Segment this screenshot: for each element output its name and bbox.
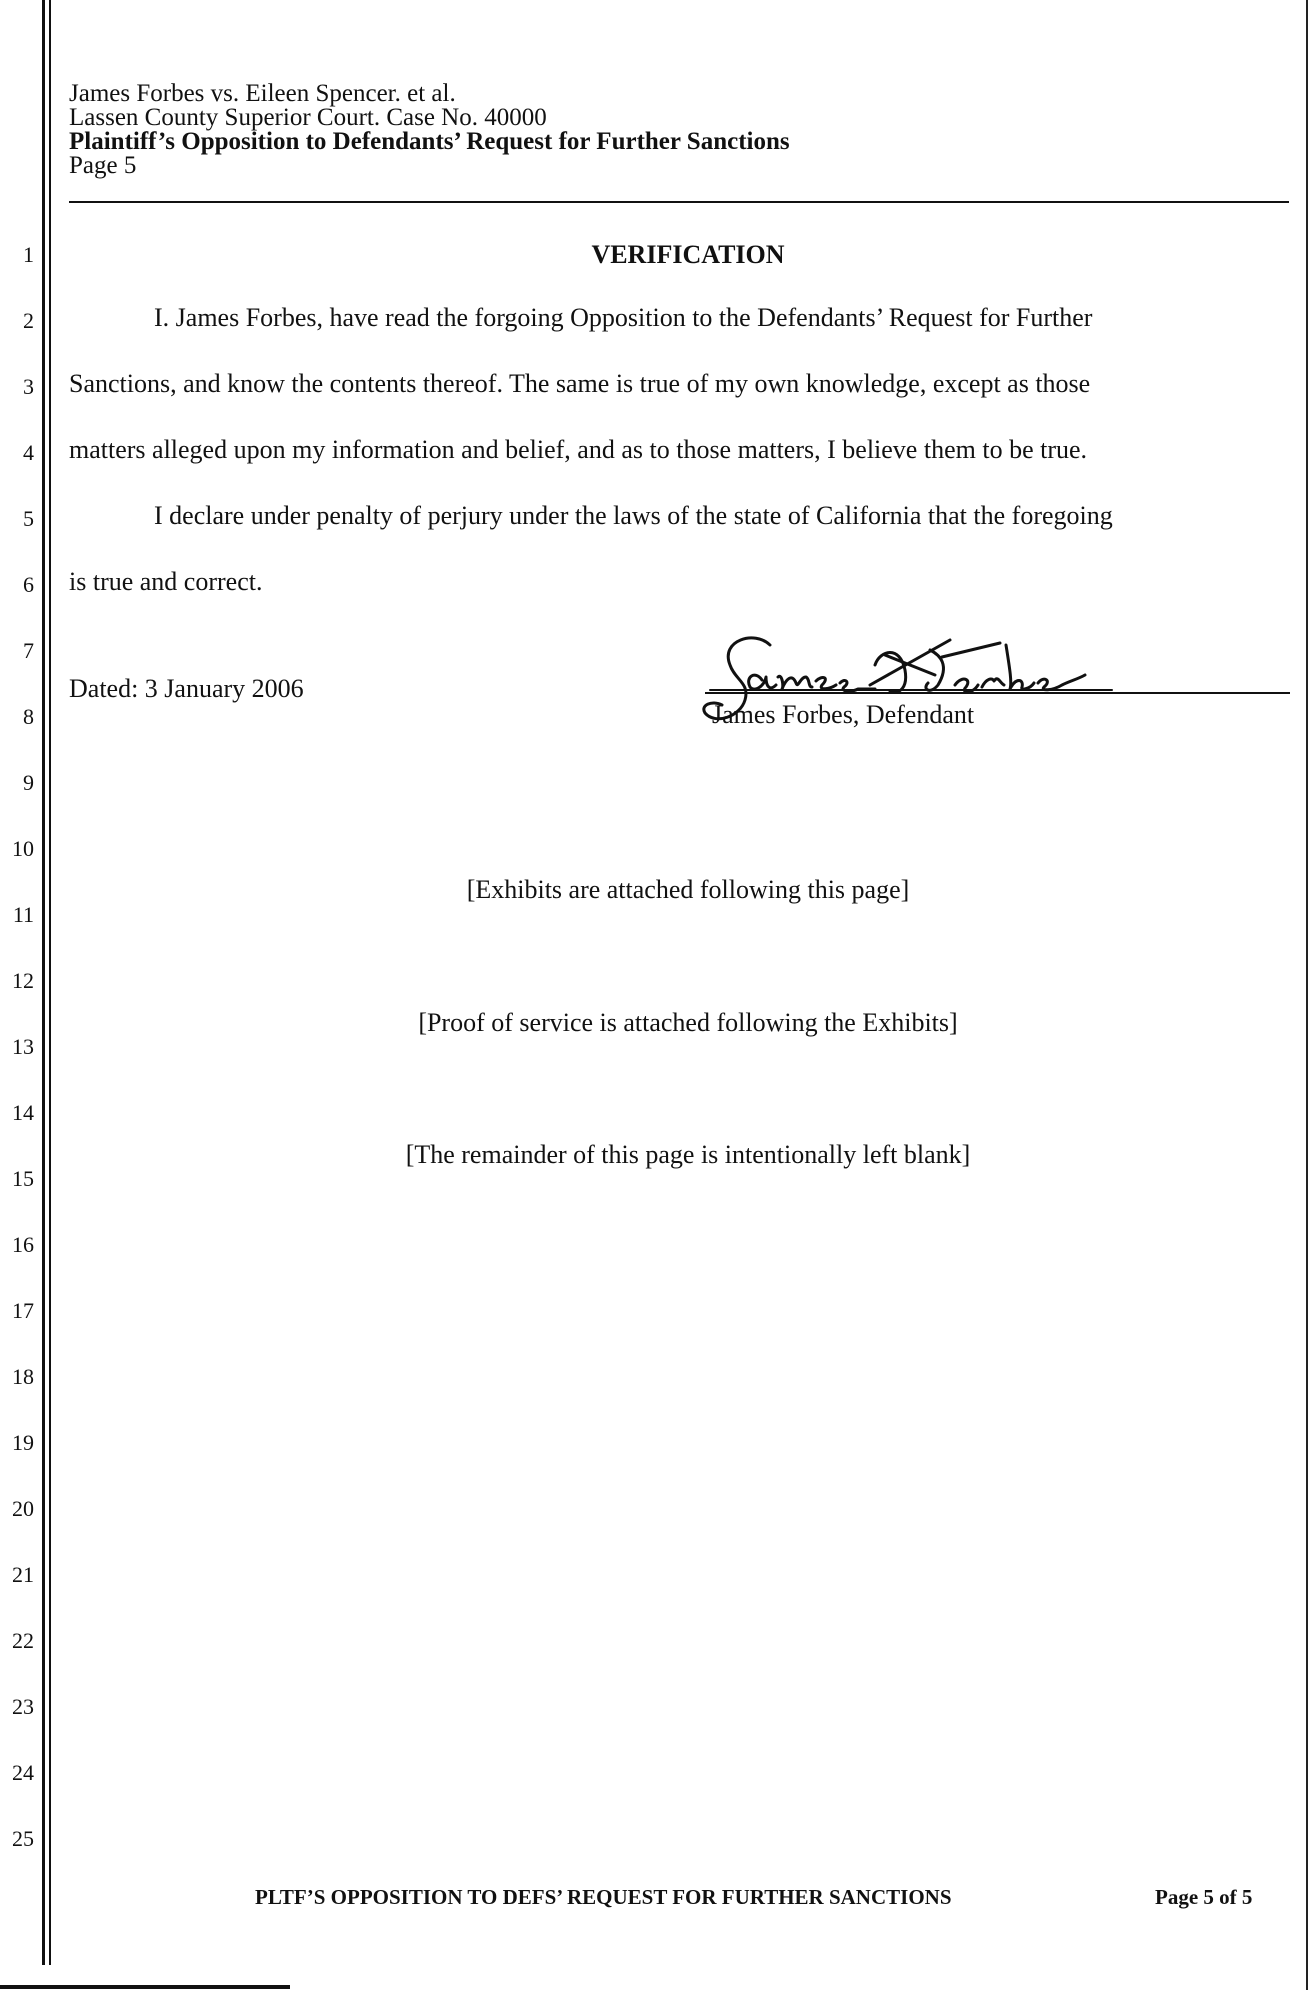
line-number: 15 (12, 1166, 34, 1191)
bottom-edge-rule (0, 1985, 290, 1989)
line-number: 4 (23, 440, 34, 465)
line-number: 20 (12, 1496, 34, 1521)
court-case-number: Lassen County Superior Court. Case No. 40000 (69, 104, 547, 131)
line-number: 1 (23, 242, 34, 267)
line-number: 6 (23, 572, 34, 597)
line-number: 10 (12, 836, 34, 861)
line-number: 22 (12, 1628, 34, 1653)
body-line: I declare under penalty of perjury under the laws of the state of California that the foregoing (154, 501, 1113, 530)
body-line: is true and correct. (69, 567, 263, 596)
header-page-number: Page 5 (69, 152, 137, 179)
left-margin-rule-inner (49, 0, 51, 1965)
line-number: 18 (12, 1364, 34, 1389)
line-number: 8 (23, 704, 34, 729)
line-number: 13 (12, 1034, 34, 1059)
body-line: Sanctions, and know the contents thereof. The same is true of my own knowledge, except as those (69, 369, 1091, 398)
line-number: 16 (12, 1232, 34, 1257)
signer-name: James Forbes, Defendant (712, 700, 975, 729)
document-title: Plaintiff’s Opposition to Defendants’ Request for Further Sanctions (69, 128, 790, 155)
caption-header (69, 82, 790, 178)
body-line: I. James Forbes, have read the forgoing Opposition to the Defendants’ Request for Further (154, 303, 1093, 332)
case-title: James Forbes vs. Eileen Spencer. et al. (69, 80, 456, 107)
line-number: 14 (12, 1100, 34, 1125)
line-number: 17 (12, 1298, 34, 1323)
blank-remainder-note: [The remainder of this page is intentionally left blank] (405, 1140, 971, 1169)
proof-of-service-note: [Proof of service is attached following the Exhibits] (418, 1008, 958, 1037)
line-number: 9 (23, 770, 34, 795)
line-number: 21 (12, 1562, 34, 1587)
footer-title: PLTF’S OPPOSITION TO DEFS’ REQUEST FOR FURTHER SANCTIONS (255, 1885, 952, 1909)
signature-line (705, 692, 1290, 694)
header-divider (69, 201, 1289, 203)
body-line: matters alleged upon my information and belief, and as to those matters, I believe them to be true. (69, 435, 1088, 464)
line-number: 7 (23, 638, 34, 663)
line-number: 11 (12, 902, 34, 927)
line-number: 5 (23, 506, 34, 531)
exhibits-note: [Exhibits are attached following this page] (466, 875, 910, 904)
footer-page-number: Page 5 of 5 (1155, 1885, 1253, 1909)
line-number: 24 (12, 1760, 34, 1785)
verification-title: VERIFICATION (591, 240, 785, 269)
left-margin-rule (42, 0, 45, 1965)
line-number: 3 (23, 374, 34, 399)
line-number: 23 (12, 1694, 34, 1719)
line-number: 19 (12, 1430, 34, 1455)
line-number: 12 (12, 968, 34, 993)
dated-line: Dated: 3 January 2006 (69, 674, 304, 703)
line-number: 25 (12, 1826, 34, 1851)
line-number: 2 (23, 308, 34, 333)
right-margin-rule (1306, 0, 1308, 1990)
